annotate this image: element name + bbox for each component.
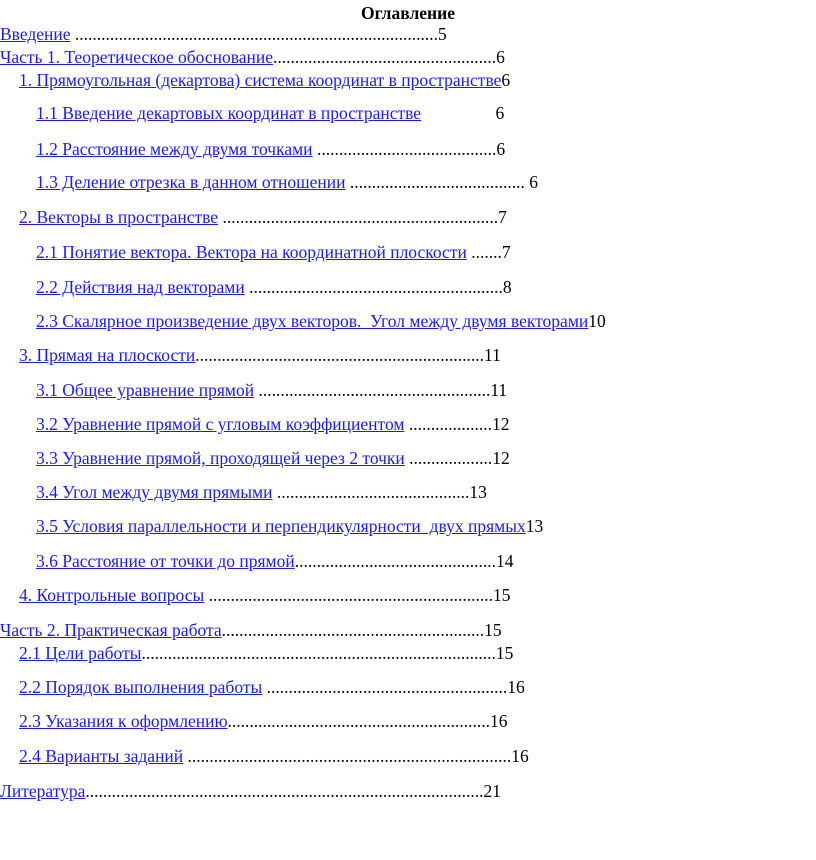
toc-entry xyxy=(36,380,507,400)
toc-entry xyxy=(36,482,487,502)
toc-entry xyxy=(19,207,507,227)
toc-link[interactable]: 2.2 Действия над векторами xyxy=(36,277,245,297)
toc-entry xyxy=(19,746,529,766)
toc-link[interactable]: 1.3 Деление отрезка в данном отношении xyxy=(36,172,346,192)
toc-entry xyxy=(36,311,606,331)
toc-link[interactable]: Литература xyxy=(0,781,86,801)
toc-page-number: 5 xyxy=(438,24,447,44)
toc-entry xyxy=(19,643,513,663)
toc-leader: ............................................................ xyxy=(221,620,485,640)
toc-leader: ....................................................... xyxy=(262,677,508,697)
toc-link[interactable]: 3.4 Угол между двумя прямыми xyxy=(36,482,273,502)
toc-link[interactable]: 3.5 Условия параллельности и перпендикулярности двух прямых xyxy=(36,516,526,536)
toc-link[interactable]: 1.1 Введение декартовых координат в пространстве xyxy=(36,103,422,123)
toc-link[interactable]: 1. Прямоугольная (декартова) система координат в пространстве xyxy=(19,70,502,90)
toc-link[interactable]: Часть 2. Практическая работа xyxy=(0,620,222,640)
toc-entry xyxy=(36,277,512,297)
toc-page-number: 21 xyxy=(483,781,502,801)
toc-page-number: 7 xyxy=(501,242,511,262)
toc-leader: ........................................................................................... xyxy=(85,781,484,801)
toc-link[interactable]: 2. Векторы в пространстве xyxy=(19,207,219,227)
toc-leader: ................... xyxy=(404,414,492,434)
toc-leader: ........................................ xyxy=(345,172,530,192)
toc-link[interactable]: 2.3 Указания к оформлению xyxy=(19,711,228,731)
toc-page-number: 11 xyxy=(483,345,501,365)
toc-leader xyxy=(421,103,495,123)
toc-leader: ....... xyxy=(466,242,502,262)
toc-leader: ................................................................................... xyxy=(70,24,439,44)
toc-page-number: 11 xyxy=(490,380,508,400)
toc-entry xyxy=(36,516,543,536)
toc-leader: ................................................................. xyxy=(204,585,493,605)
toc-title: Оглавление xyxy=(361,3,455,23)
toc-entry xyxy=(36,103,504,123)
toc-link[interactable]: Введение xyxy=(0,24,71,44)
toc-page-number: 16 xyxy=(507,677,525,697)
toc-page-number: 6 xyxy=(496,47,505,67)
toc-link[interactable]: 4. Контрольные вопросы xyxy=(19,585,205,605)
toc-entry xyxy=(0,24,447,44)
toc-link[interactable]: 2.3 Скалярное произведение двух векторов. Угол между двумя векторами xyxy=(36,311,589,331)
toc-page-number: 13 xyxy=(469,482,487,502)
toc-page-number: 10 xyxy=(588,311,606,331)
toc-link[interactable]: 2.4 Варианты заданий xyxy=(19,746,184,766)
toc-leader: .......................................................................... xyxy=(183,746,512,766)
toc-entry xyxy=(36,551,513,571)
toc-page-number: 6 xyxy=(496,139,506,159)
toc-page-number: 12 xyxy=(492,448,510,468)
toc-link[interactable]: 2.1 Цели работы xyxy=(19,643,142,663)
toc-entry xyxy=(36,139,505,159)
toc-page-number: 12 xyxy=(491,414,510,434)
toc-leader: ................... xyxy=(404,448,493,468)
toc-page-number: 6 xyxy=(529,172,538,192)
toc-leader: ..................................................... xyxy=(254,380,491,400)
toc-entry xyxy=(36,414,509,434)
toc-leader: ............................................................ xyxy=(227,711,491,731)
toc-page-number: 15 xyxy=(495,643,514,663)
toc-link[interactable]: 3. Прямая на плоскости xyxy=(19,345,196,365)
toc-link[interactable]: 3.1 Общее уравнение прямой xyxy=(36,380,255,400)
toc-page-number: 8 xyxy=(502,277,512,297)
toc-leader: .................................................................. xyxy=(195,345,484,365)
toc-page-number: 15 xyxy=(493,585,511,605)
toc-entry xyxy=(19,677,525,697)
toc-page-number: 13 xyxy=(525,516,544,536)
toc-page-number: 15 xyxy=(484,620,502,640)
toc-link[interactable]: 3.3 Уравнение прямой, проходящей через 2 точки xyxy=(36,448,405,468)
toc-leader: .......................................................... xyxy=(244,277,503,297)
toc-entry xyxy=(36,448,510,468)
toc-entry xyxy=(0,620,502,640)
toc-page-number: 6 xyxy=(495,103,505,123)
toc-link[interactable]: 3.2 Уравнение прямой с угловым коэффициентом xyxy=(36,414,405,434)
toc-entry xyxy=(19,70,510,90)
toc-entry xyxy=(0,47,505,67)
toc-leader: ............................................................... xyxy=(218,207,499,227)
toc-page-number: 6 xyxy=(501,70,511,90)
toc-link[interactable]: 1.2 Расстояние между двумя точками xyxy=(36,139,313,159)
toc-page-number: 16 xyxy=(490,711,508,731)
toc-page-number: 16 xyxy=(511,746,529,766)
toc-page-number: 14 xyxy=(495,551,514,571)
toc-leader: ................................................................................. xyxy=(141,643,496,663)
toc-entry xyxy=(36,172,538,192)
toc-link[interactable]: 2.2 Порядок выполнения работы xyxy=(19,677,263,697)
toc-link[interactable]: 3.6 Расстояние от точки до прямой xyxy=(36,551,295,571)
toc-link[interactable]: Часть 1. Теоретическое обоснование xyxy=(0,47,273,67)
toc-entry xyxy=(19,711,508,731)
toc-page-number: 7 xyxy=(498,207,507,227)
toc-entry xyxy=(0,781,501,801)
toc-leader: ......................................... xyxy=(312,139,497,159)
toc-leader: .............................................. xyxy=(294,551,496,571)
toc-leader: ............................................ xyxy=(272,482,470,502)
toc-link[interactable]: 2.1 Понятие вектора. Вектора на координатной плоскости xyxy=(36,242,467,262)
toc-entry xyxy=(19,585,511,605)
toc-leader: ................................................... xyxy=(273,47,497,67)
toc-entry xyxy=(36,242,511,262)
toc-entry xyxy=(19,345,501,365)
